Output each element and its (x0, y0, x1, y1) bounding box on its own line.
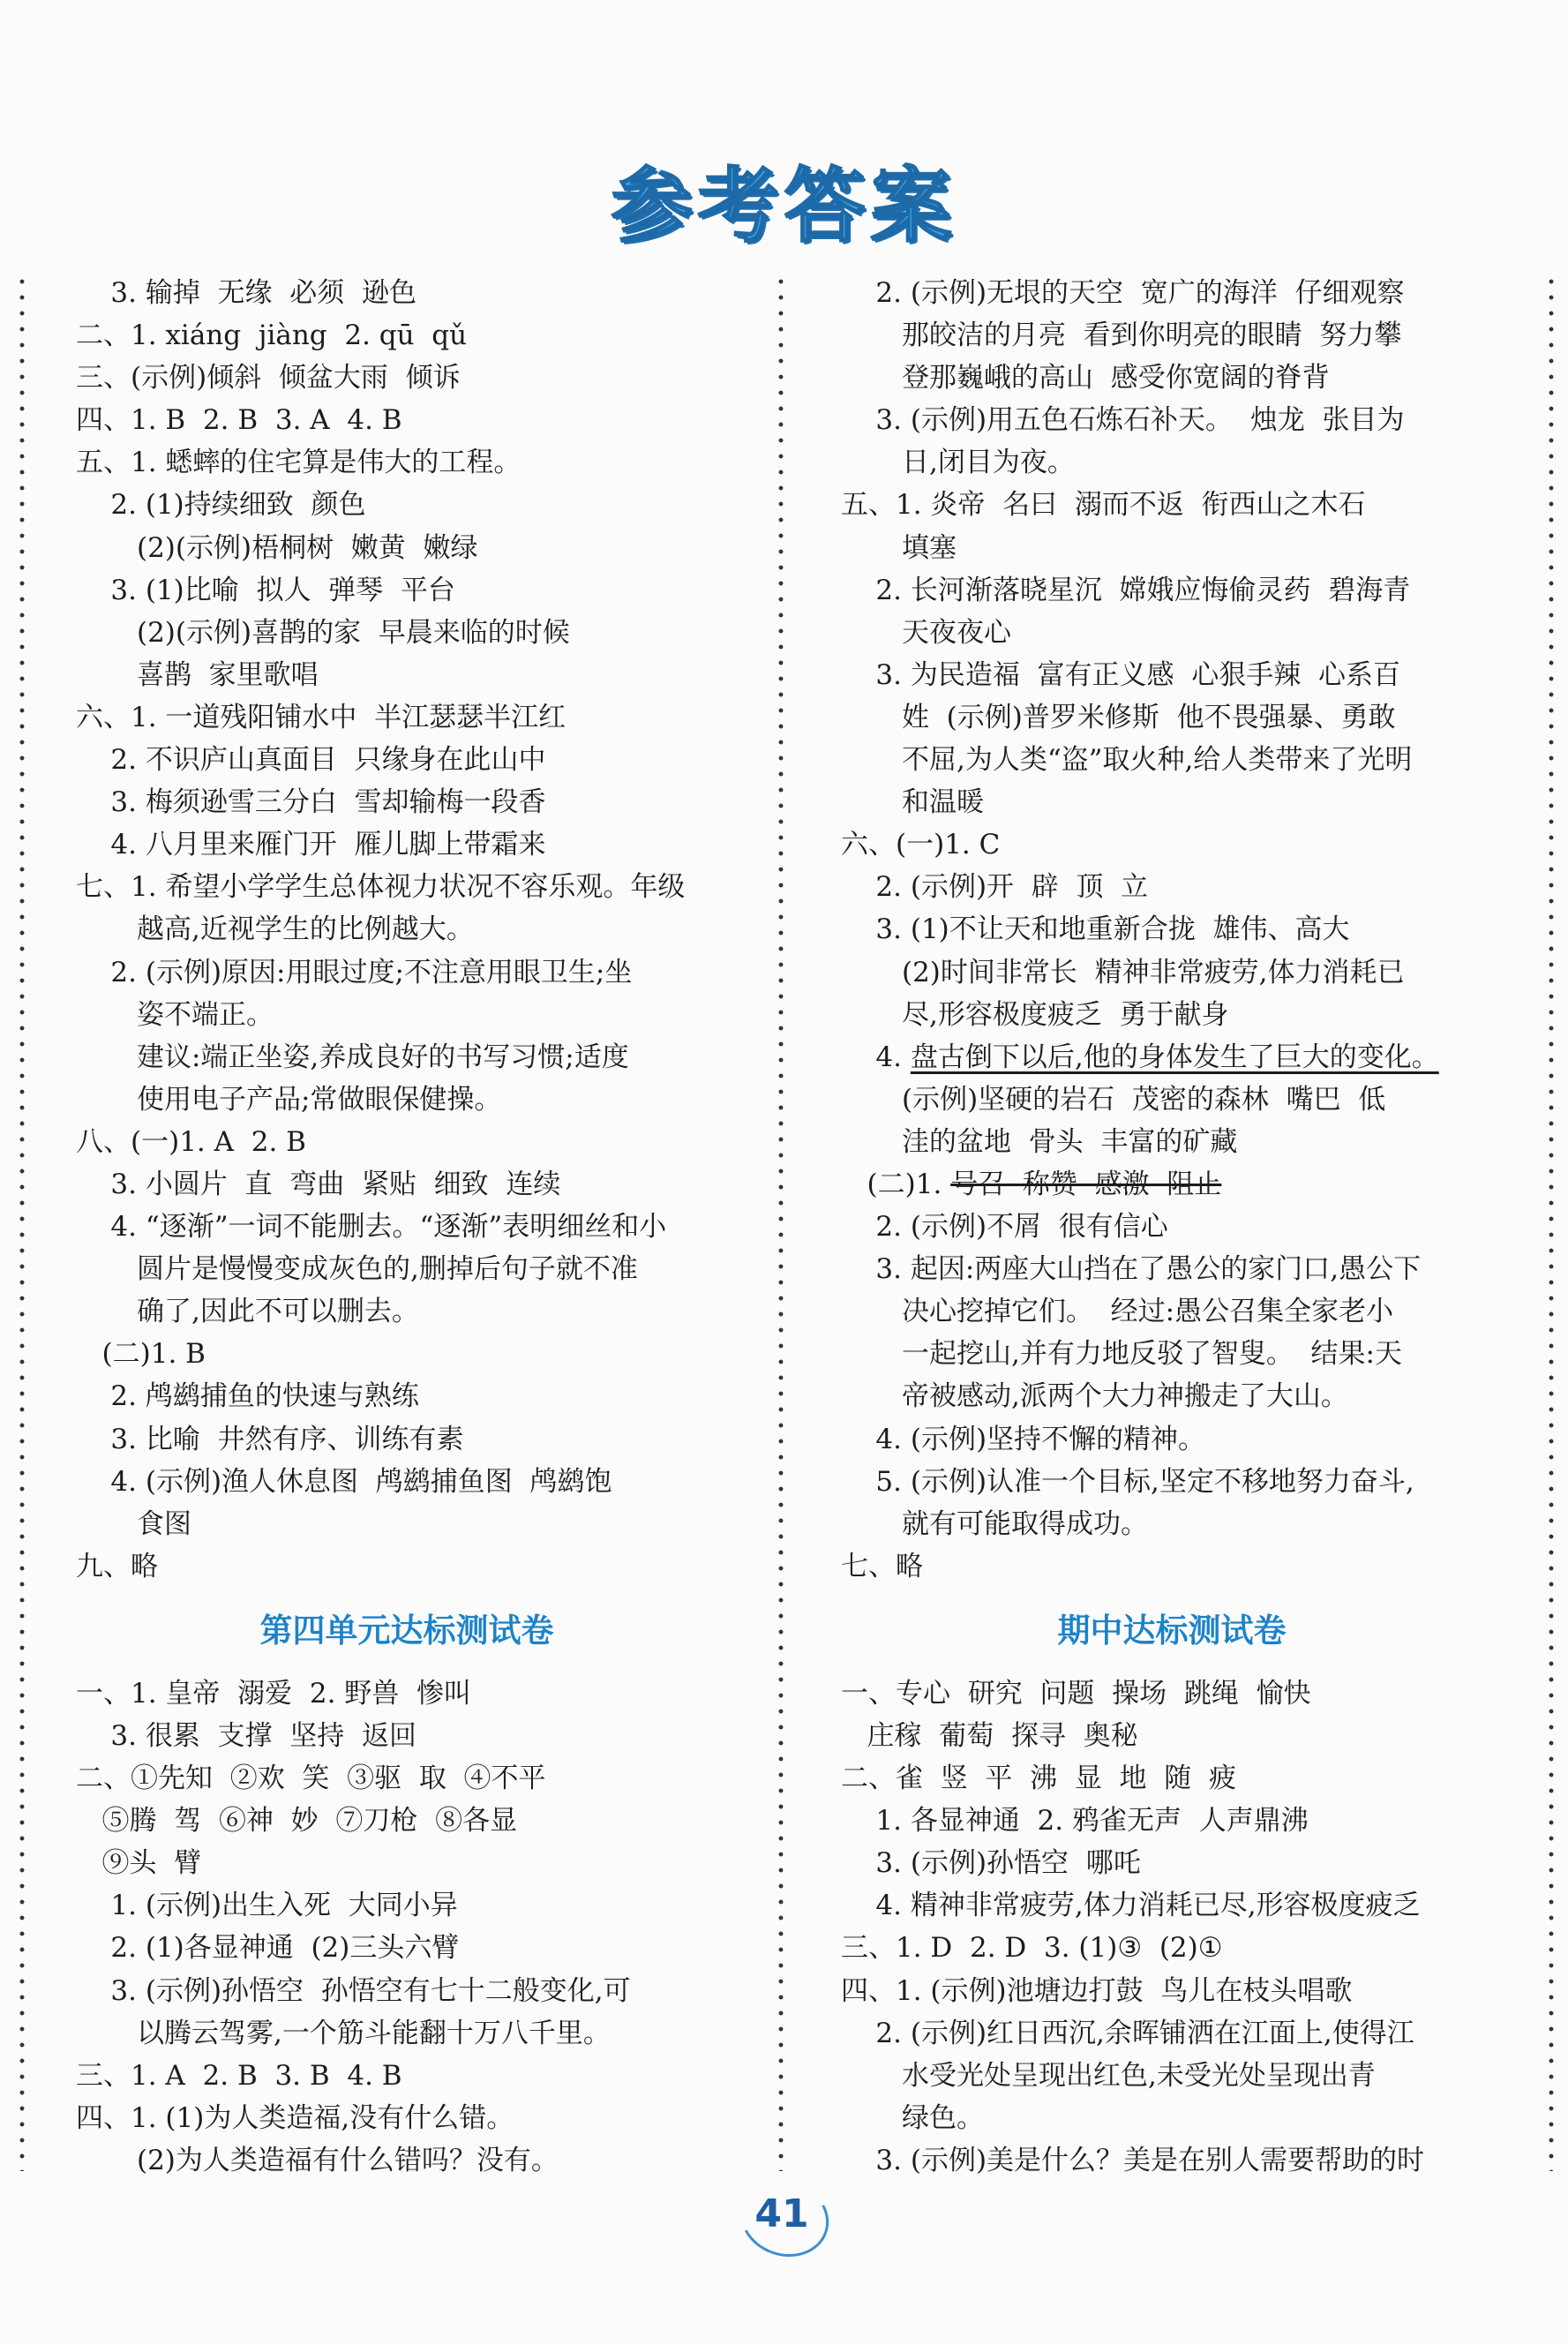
section-title-midterm: 期中达标测试卷 (1057, 1610, 1287, 1650)
answer-line: 3. 很累 支撑 坚持 返回 (76, 1720, 416, 1752)
answer-line: 3. 输掉 无缘 必须 逊色 (76, 277, 416, 309)
answer-line: 三、1. A 2. B 3. B 4. B (76, 2059, 402, 2092)
answer-line: 尽,形容极度疲乏 勇于献身 (841, 998, 1229, 1031)
answer-line: 3. (示例)用五色石炼石补天。 烛龙 张目为 (841, 404, 1405, 437)
answer-line: 姿不端正。 (76, 998, 274, 1031)
answer-line: 二、雀 竖 平 沸 显 地 随 疲 (841, 1763, 1236, 1795)
answer-line: 六、(一)1. C (841, 829, 1001, 861)
answer-line: 天夜夜心 (841, 616, 1011, 649)
binding-dots-right (1549, 274, 1554, 2171)
answer-line: 2. (示例)原因:用眼过度;不注意用眼卫生;坐 (76, 956, 633, 988)
answer-line: 建议:端正坐姿,养成良好的书写习惯;适度 (76, 1041, 629, 1073)
right-answers-b (841, 1079, 1503, 1163)
binding-dots-left (19, 274, 25, 2171)
answer-line: 4. “逐渐”一词不能删去。“逐渐”表明细丝和小 (76, 1211, 667, 1244)
answer-line: (示例)坚硬的岩石 茂密的森林 嘴巴 低 (841, 1083, 1386, 1116)
answer-line: 三、1. D 2. D 3. (1)③ (2)① (841, 1932, 1223, 1965)
answer-line: 三、(示例)倾斜 倾盆大雨 倾诉 (76, 362, 461, 395)
right-answers-d (841, 1672, 1503, 2182)
answer-line: 二、1. xiáng jiàng 2. qū qǔ (76, 319, 468, 352)
answer-line: 五、1. 炎帝 名曰 溺而不返 衔西山之木石 (841, 489, 1366, 522)
answer-line: 二、①先知 ②欢 笑 ③驱 取 ④不平 (76, 1763, 546, 1795)
answer-line: 登那巍峨的高山 感受你宽阔的脊背 (841, 362, 1330, 395)
answer-line: 1. (示例)出生入死 大同小异 (76, 1890, 458, 1922)
answer-line: 圆片是慢慢变成灰色的,删掉后句子就不准 (76, 1253, 638, 1286)
answer-line: 2. (示例)开 辟 顶 立 (841, 871, 1149, 904)
answer-line: 四、1. (1)为人类造福,没有什么错。 (76, 2101, 514, 2134)
right-answers-c (841, 1206, 1503, 1588)
answer-line: 2. 鸬鹚捕鱼的快速与熟练 (76, 1380, 419, 1413)
underlined-sentence: 盘古倒下以后,他的身体发生了巨大的变化。 (910, 1041, 1439, 1073)
answer-line: 5. (示例)认准一个目标,坚定不移地努力奋斗, (841, 1465, 1414, 1498)
answer-line: 4. (示例)坚持不懈的精神。 (841, 1423, 1206, 1455)
answer-line: 2. (1)各显神通 (2)三头六臂 (76, 1932, 460, 1965)
answer-line: 3. (示例)孙悟空 哪吒 (841, 1847, 1141, 1880)
answer-line: 绿色。 (841, 2101, 984, 2134)
answer-line: 3. (示例)孙悟空 孙悟空有七十二般变化,可 (76, 1974, 631, 2007)
answer-line: 1. 各显神通 2. 鸦雀无声 人声鼎沸 (841, 1805, 1309, 1838)
right-column (841, 272, 1503, 2182)
answer-line: 4. 八月里来雁门开 雁儿脚上带霜来 (76, 829, 546, 861)
answer-line: 使用电子产品;常做眼保健操。 (76, 1083, 502, 1116)
answer-line: 和温暖 (841, 786, 984, 819)
answer-line: 水受光处呈现出红色,未受光处呈现出青 (841, 2059, 1376, 2092)
answer-line: ⑨头 臂 (76, 1847, 202, 1880)
answer-line: 日,闭目为夜。 (841, 447, 1075, 479)
answer-line: 2. (示例)红日西沉,余晖铺洒在江面上,使得江 (841, 2017, 1414, 2049)
answer-line: 填塞 (841, 531, 957, 564)
left-answers-unit3 (76, 272, 738, 1588)
right-answers-a (841, 272, 1503, 1036)
answer-line: 五、1. 蟋蟀的住宅算是伟大的工程。 (76, 447, 521, 479)
answer-line: 确了,因此不可以删去。 (76, 1296, 419, 1328)
answer-line: 那皎洁的月亮 看到你明亮的眼睛 努力攀 (841, 319, 1402, 352)
answer-line: 3. 小圆片 直 弯曲 紧贴 细致 连续 (76, 1168, 561, 1200)
answer-line: 九、略 (76, 1550, 158, 1582)
answer-line: 不屈,为人类“盗”取火种,给人类带来了光明 (841, 744, 1413, 777)
answer-line: 六、1. 一道残阳铺水中 半江瑟瑟半江红 (76, 701, 566, 733)
answer-line-struck: (二)1. 号召 称赞 感激 阻止 (841, 1168, 1222, 1200)
answer-line: 4. (示例)渔人休息图 鸬鹚捕鱼图 鸬鹚饱 (76, 1465, 612, 1498)
answer-line: 洼的盆地 骨头 丰富的矿藏 (841, 1125, 1238, 1158)
struck-words: 号召 称赞 感激 阻止 (950, 1168, 1222, 1200)
answer-line: (2)时间非常长 精神非常疲劳,体力消耗已 (841, 956, 1405, 988)
answer-line: 2. 不识庐山真面目 只缘身在此山中 (76, 744, 546, 777)
answer-line: 3. 为民造福 富有正义感 心狠手辣 心系百 (841, 658, 1400, 691)
answer-line: 七、略 (841, 1550, 923, 1582)
answer-line: ⑤腾 驾 ⑥神 妙 ⑦刀枪 ⑧各显 (76, 1805, 518, 1838)
answer-line: 3. 梅须逊雪三分白 雪却输梅一段香 (76, 786, 546, 819)
left-answers-unit4 (76, 1672, 738, 2182)
answer-line: 3. 起因:两座大山挡在了愚公的家门口,愚公下 (841, 1253, 1422, 1286)
answer-line: 越高,近视学生的比例越大。 (76, 913, 474, 946)
answer-line: 七、1. 希望小学学生总体视力状况不容乐观。年级 (76, 871, 686, 904)
answer-line: 决心挖掉它们。 经过:愚公召集全家老小 (841, 1296, 1394, 1328)
answer-line: (2)(示例)喜鹊的家 早晨来临的时候 (76, 616, 570, 649)
answer-line: 姓 (示例)普罗米修斯 他不畏强暴、勇敢 (841, 701, 1396, 733)
answer-line: 4. 精神非常疲劳,体力消耗已尽,形容极度疲乏 (841, 1890, 1421, 1922)
answer-line: 一起挖山,并有力地反驳了智叟。 结果:天 (841, 1338, 1402, 1371)
answer-line: 庄稼 葡萄 探寻 奥秘 (841, 1720, 1138, 1752)
answer-line: 四、1. B 2. B 3. A 4. B (76, 404, 402, 437)
answer-line: 3. (1)比喻 拟人 弹琴 平台 (76, 574, 455, 606)
answer-line: 食图 (76, 1507, 191, 1540)
answer-line: 2. (示例)无垠的天空 宽广的海洋 仔细观察 (841, 277, 1405, 309)
answer-line: (二)1. B (76, 1338, 206, 1371)
answer-line: 3. (1)不让天和地重新合拢 雄伟、高大 (841, 913, 1350, 946)
answer-line: 以腾云驾雾,一个筋斗能翻十万八千里。 (76, 2017, 611, 2049)
answer-line: 3. (示例)美是什么？美是在别人需要帮助的时 (841, 2144, 1425, 2176)
left-column (76, 272, 738, 2182)
page-number: 41 (754, 2191, 809, 2236)
answer-line: 2. 长河渐落晓星沉 嫦娥应悔偷灵药 碧海青 (841, 574, 1411, 606)
answer-line: 2. (示例)不屑 很有信心 (841, 1211, 1168, 1244)
answer-line: 八、(一)1. A 2. B (76, 1125, 306, 1158)
answer-line: 3. 比喻 井然有序、训练有素 (76, 1423, 464, 1455)
answer-line: 四、1. (示例)池塘边打鼓 鸟儿在枝头唱歌 (841, 1974, 1353, 2007)
answer-line: (2)为人类造福有什么错吗？没有。 (76, 2144, 559, 2176)
page-title: 参考答案 (611, 159, 957, 253)
answer-line: 就有可能取得成功。 (841, 1507, 1148, 1540)
answer-line: (2)(示例)梧桐树 嫩黄 嫩绿 (76, 531, 478, 564)
answer-line: 一、1. 皇帝 溺爱 2. 野兽 惨叫 (76, 1677, 471, 1710)
answer-line: 帝被感动,派两个大力神搬走了大山。 (841, 1380, 1348, 1413)
answer-line: 一、专心 研究 问题 操场 跳绳 愉快 (841, 1677, 1311, 1710)
section-title-unit4: 第四单元达标测试卷 (259, 1610, 554, 1650)
answer-line-underlined: 4. 盘古倒下以后,他的身体发生了巨大的变化。 (841, 1041, 1439, 1073)
answer-line: 喜鹊 家里歌唱 (76, 658, 319, 691)
binding-dots-center (778, 274, 784, 2171)
answer-line: 2. (1)持续细致 颜色 (76, 489, 366, 522)
